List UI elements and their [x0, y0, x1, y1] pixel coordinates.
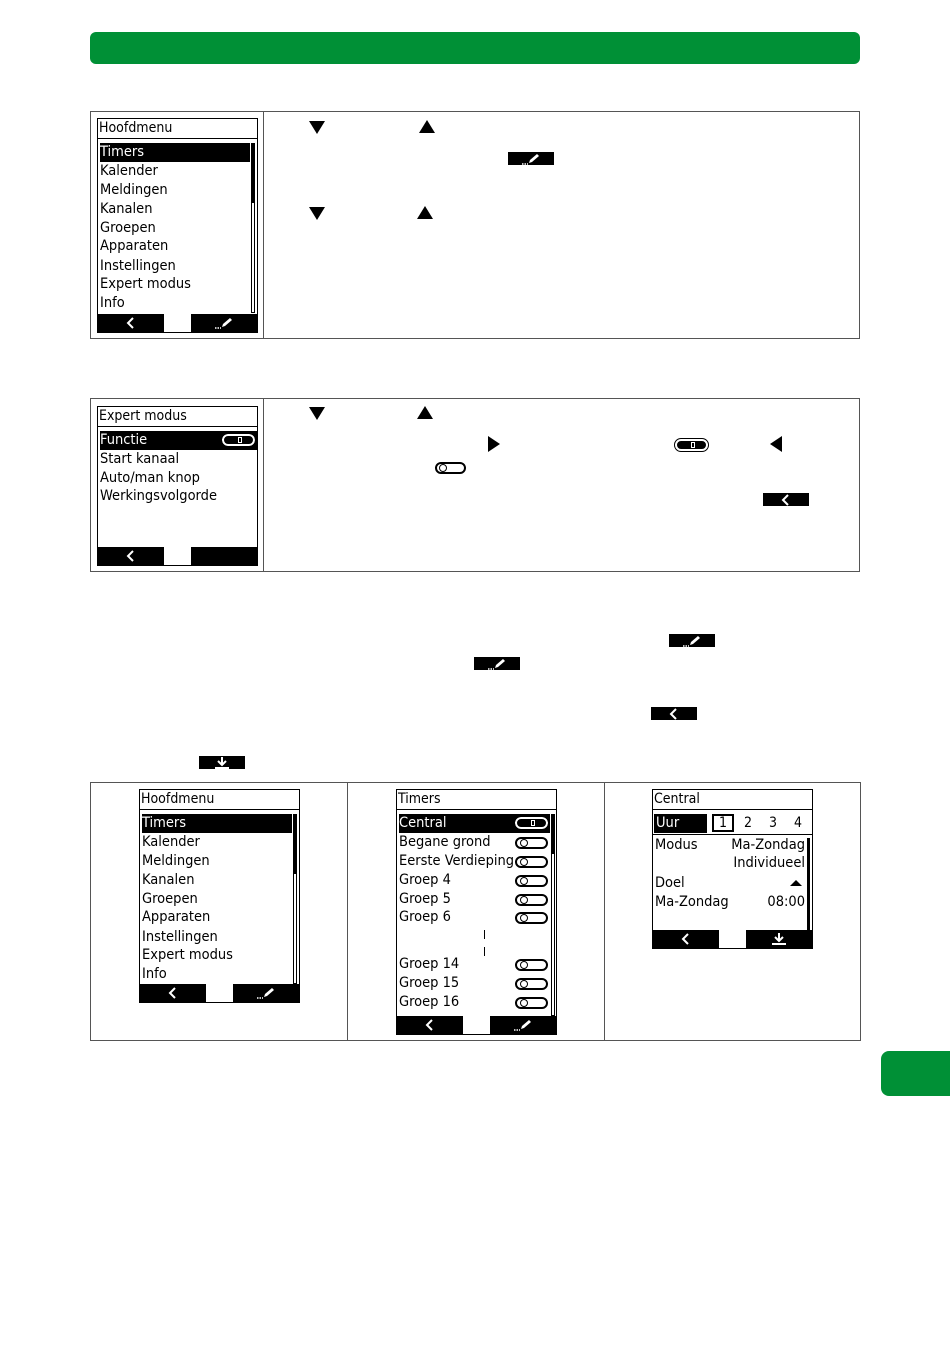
menu-item-functie[interactable]: Functie — [100, 431, 257, 450]
time-value[interactable]: 08:00 — [767, 894, 805, 910]
screen-title: Central — [653, 790, 812, 810]
menu-item-kalender[interactable]: Kalender — [142, 834, 200, 850]
toggle-off-icon[interactable] — [515, 997, 548, 1009]
tab-3[interactable]: 3 — [768, 815, 777, 831]
tab-2[interactable]: 2 — [743, 815, 752, 831]
toggle-on-icon[interactable] — [515, 817, 548, 829]
screen-title: Hoofdmenu — [98, 119, 257, 139]
menu-item-instellingen[interactable]: Instellingen — [142, 929, 218, 945]
toggle-off-icon[interactable] — [515, 894, 548, 906]
scrollbar-thumb[interactable] — [807, 838, 810, 933]
screen-title: Timers — [397, 790, 556, 810]
instruction-box-1 — [90, 111, 860, 339]
timer-item-groep-16[interactable]: Groep 16 — [399, 994, 460, 1010]
back-icon — [125, 550, 137, 562]
menu-item-expert-modus[interactable]: Expert modus — [142, 947, 233, 963]
device-screen-timers — [396, 789, 557, 1035]
scrollbar-thumb[interactable] — [293, 814, 296, 874]
timer-item-groep-14[interactable]: Groep 14 — [399, 956, 460, 972]
menu-item-groepen[interactable]: Groepen — [100, 220, 156, 236]
modus-value-ma-zondag[interactable]: Ma-Zondag — [731, 837, 805, 853]
menu-item-timers[interactable]: Timers — [142, 814, 292, 833]
back-softkey[interactable] — [397, 1016, 463, 1034]
ellipsis-mark — [484, 930, 485, 939]
menu-item-info[interactable]: Info — [100, 295, 125, 311]
menu-item-apparaten[interactable]: Apparaten — [100, 238, 169, 254]
screen-title: Expert modus — [98, 407, 257, 427]
toggle-off-icon — [435, 462, 466, 474]
edit-softkey[interactable] — [233, 984, 299, 1002]
menu-item-apparaten[interactable]: Apparaten — [142, 909, 211, 925]
device-screen-hoofdmenu — [97, 118, 258, 333]
back-softkey[interactable] — [98, 547, 164, 565]
back-key-icon — [763, 493, 809, 506]
back-icon — [167, 987, 179, 999]
tab-1[interactable]: 1 — [712, 814, 734, 832]
save-key-icon — [199, 756, 245, 769]
toggle-off-icon[interactable] — [515, 856, 548, 868]
menu-item-kanalen[interactable]: Kanalen — [100, 201, 153, 217]
edit-key-icon — [508, 152, 554, 165]
ellipsis-mark — [484, 947, 485, 956]
instruction-box-2 — [90, 398, 860, 572]
chapter-tab — [881, 1051, 950, 1096]
timer-item-central[interactable]: Central — [399, 814, 550, 833]
toggle-off-icon[interactable] — [515, 875, 548, 887]
edit-icon — [256, 987, 276, 999]
back-softkey[interactable] — [653, 930, 719, 948]
toggle-on-icon[interactable] — [222, 434, 255, 446]
mode-label-uur[interactable]: Uur — [654, 814, 707, 833]
arrow-up-icon — [417, 206, 433, 219]
edit-icon — [214, 317, 234, 329]
back-icon — [680, 933, 692, 945]
modus-label: Modus — [655, 837, 698, 853]
edit-key-icon — [474, 657, 520, 670]
back-icon — [125, 317, 137, 329]
device-screen-central — [652, 789, 813, 949]
timer-item-groep-4[interactable]: Groep 4 — [399, 872, 451, 888]
edit-icon — [513, 1019, 533, 1031]
menu-item-instellingen[interactable]: Instellingen — [100, 258, 176, 274]
menu-item-meldingen[interactable]: Meldingen — [142, 853, 210, 869]
save-icon — [771, 933, 787, 945]
scrollbar-thumb[interactable] — [551, 814, 554, 854]
arrow-up-icon — [417, 406, 433, 419]
arrow-right-icon — [488, 436, 500, 452]
timer-item-begane-grond[interactable]: Begane grond — [399, 834, 491, 850]
device-screen-hoofdmenu-2 — [139, 789, 300, 1003]
toggle-off-icon[interactable] — [515, 912, 548, 924]
tab-4[interactable]: 4 — [793, 815, 802, 831]
menu-item-info[interactable]: Info — [142, 966, 167, 982]
timer-item-groep-5[interactable]: Groep 5 — [399, 891, 451, 907]
divider — [653, 834, 812, 835]
toggle-off-icon[interactable] — [515, 959, 548, 971]
menu-item-meldingen[interactable]: Meldingen — [100, 182, 168, 198]
screen-title: Hoofdmenu — [140, 790, 299, 810]
scrollbar-thumb[interactable] — [251, 143, 254, 203]
arrow-up-icon — [419, 120, 435, 133]
back-softkey[interactable] — [98, 314, 164, 332]
arrow-left-icon — [770, 436, 782, 452]
back-key-icon — [651, 707, 697, 720]
screens-box — [90, 782, 861, 1041]
arrow-up-icon[interactable] — [790, 880, 802, 886]
arrow-down-icon — [309, 207, 325, 220]
right-softkey[interactable] — [191, 547, 257, 565]
timer-item-eerste-verdieping[interactable]: Eerste Verdieping — [399, 853, 514, 869]
menu-item-start-kanaal[interactable]: Start kanaal — [100, 451, 180, 467]
back-softkey[interactable] — [140, 984, 206, 1002]
edit-softkey[interactable] — [490, 1016, 556, 1034]
doel-label: Doel — [655, 875, 685, 891]
save-softkey[interactable] — [746, 930, 812, 948]
menu-item-groepen[interactable]: Groepen — [142, 891, 198, 907]
toggle-on-icon — [675, 439, 708, 451]
arrow-down-icon — [309, 407, 325, 420]
menu-item-kalender[interactable]: Kalender — [100, 163, 158, 179]
back-icon — [424, 1019, 436, 1031]
timer-item-groep-15[interactable]: Groep 15 — [399, 975, 460, 991]
menu-item-kanalen[interactable]: Kanalen — [142, 872, 195, 888]
menu-item-werkingsvolgorde[interactable]: Werkingsvolgorde — [100, 488, 217, 504]
toggle-off-icon[interactable] — [515, 978, 548, 990]
menu-item-timers[interactable]: Timers — [100, 143, 250, 162]
modus-value-individueel[interactable]: Individueel — [733, 855, 805, 871]
menu-item-expert-modus[interactable]: Expert modus — [100, 276, 191, 292]
arrow-down-icon — [309, 121, 325, 134]
day-label: Ma-Zondag — [655, 894, 729, 910]
edit-key-icon — [669, 634, 715, 647]
header-bar — [90, 32, 860, 64]
menu-item-auto-man-knop[interactable]: Auto/man knop — [100, 470, 200, 486]
toggle-off-icon[interactable] — [515, 837, 548, 849]
timer-item-groep-6[interactable]: Groep 6 — [399, 909, 451, 925]
device-screen-expert-modus — [97, 406, 258, 566]
edit-softkey[interactable] — [191, 314, 257, 332]
